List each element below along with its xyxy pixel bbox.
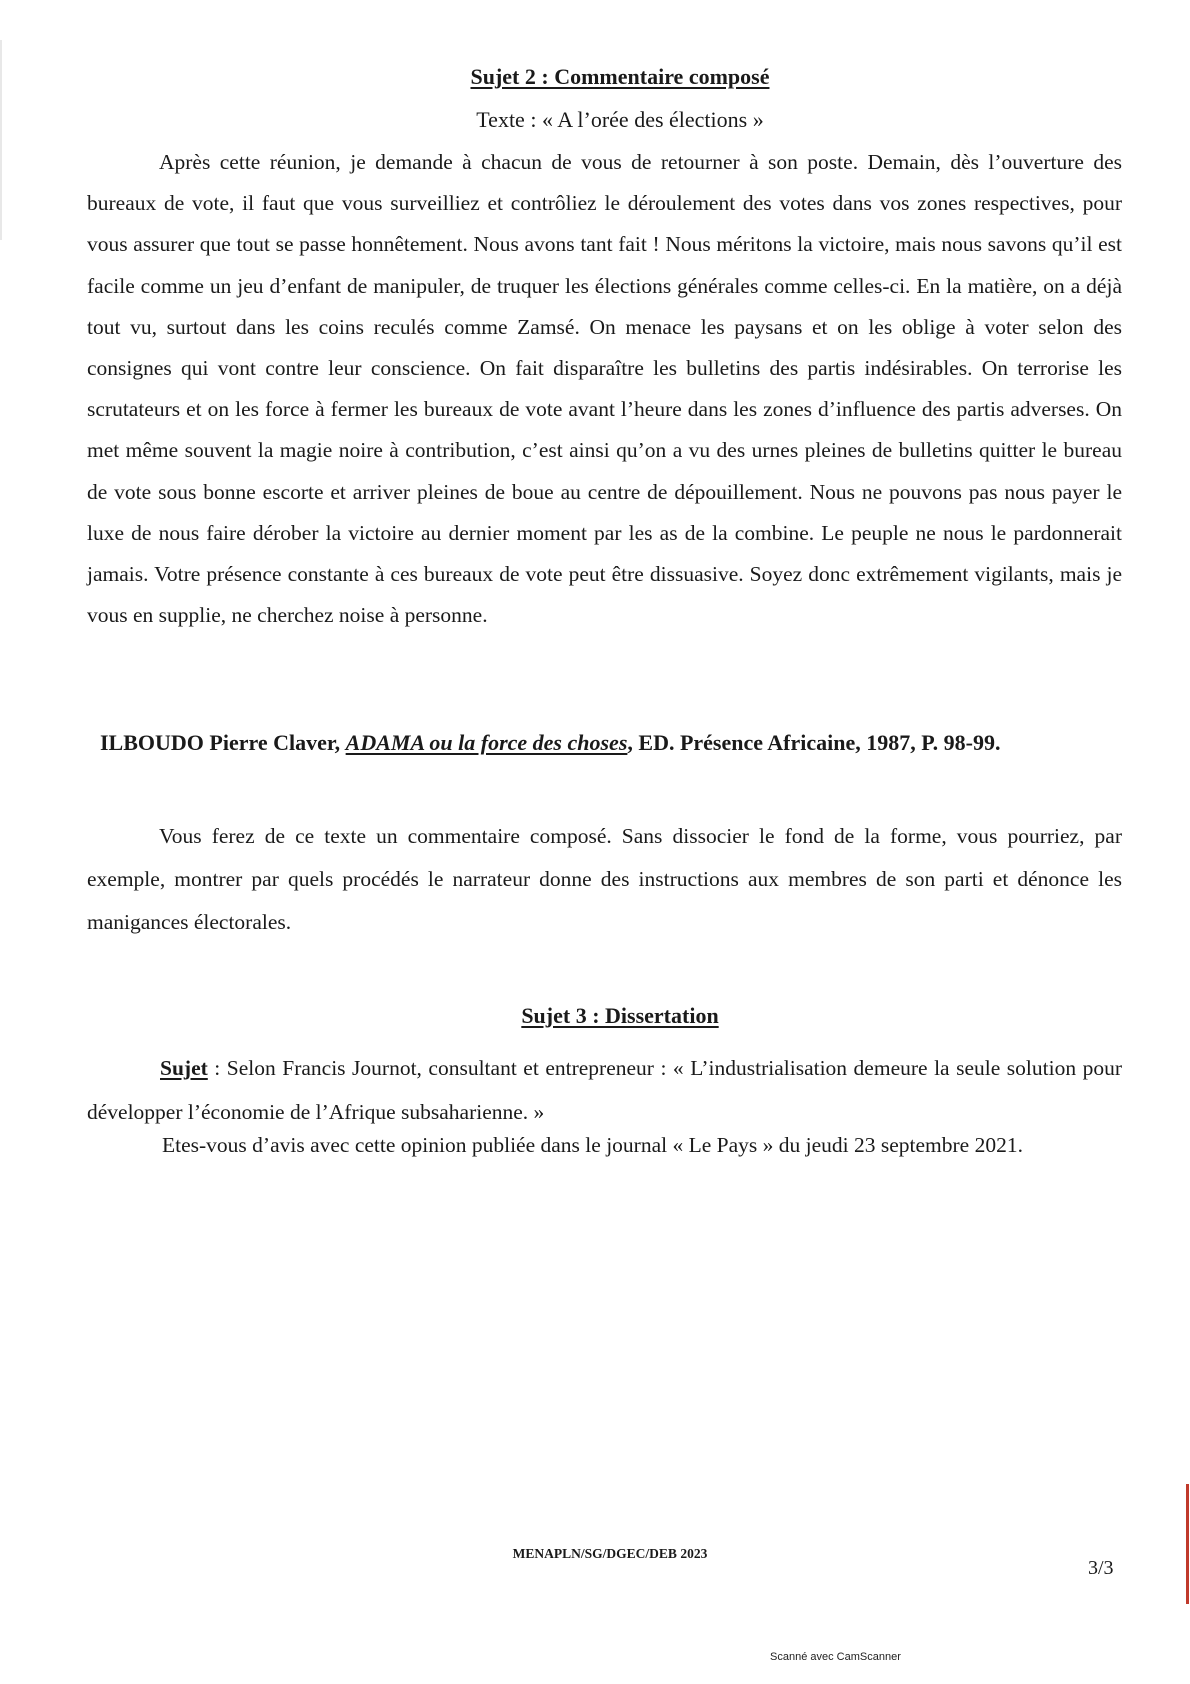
passage-paragraph: Après cette réunion, je demande à chacun de vous de retourner à son poste. Demain, dès l’ouverture des bureaux de vote, il faut que vous surveilliez et contrôliez le déroulement des votes dans vos zones respectives, pour vous assurer que tout se passe honnêtement. Nous avons tant fait ! Nous méritons la victoire, mais nous savons qu’il est facile comme un jeu d’enfant de manipuler, de truquer les élections générales comme celles-ci. En la matière, on a déjà tout vu, surtout dans les coins reculés comme Zamsé. On menace les paysans et on les oblige à voter selon des consignes qui vont contre leur conscience. On fait disparaître les bulletins des partis indésirables. On terrorise les scrutateurs et on les force à fermer les bureaux de vote avant l’heure dans les zones d’influence des partis adverses. On met même souvent la magie noire à contribution, c’est ainsi qu’on a vu des urnes pleines de bulletins quitter le bureau de vote sous bonne escorte et arriver pleines de boue au centre de dépouillement. Nous ne pouvons pas nous payer le luxe de nous faire dérober la victoire au dernier moment par les as de la combine. Le peuple ne nous le pardonnerait jamais. Votre présence constante à ces bureaux de vote peut être dissuasive. Soyez donc extrêmement vigilants, mais je vous en supplie, ne cherchez noise à personne.	[87, 150, 1122, 628]
sujet2-heading: Sujet 2 : Commentaire composé	[470, 64, 770, 89]
sujet3-heading: Sujet 3 : Dissertation	[521, 1003, 719, 1028]
citation-details: , ED. Présence Africaine, 1987, P. 98-99.	[627, 730, 1001, 755]
subject-label: Sujet	[160, 1056, 208, 1080]
scan-edge-shadow	[0, 40, 2, 240]
citation-author: ILBOUDO Pierre Claver,	[100, 730, 346, 755]
consigne-paragraph: Vous ferez de ce texte un commentaire composé. Sans dissocier le fond de la forme, vous pourriez, par exemple, montrer par quels procédés le narrateur donne des instructions aux membres de son parti et dénonce les manigances électorales.	[87, 824, 1122, 934]
page-number: 3/3	[1088, 1557, 1114, 1579]
dissertation-subject	[87, 1046, 1122, 1134]
text-title: Texte : « A l’orée des élections »	[476, 107, 764, 132]
scan-edge-mark	[1186, 1484, 1189, 1604]
citation-book-title: ADAMA ou la force des choses	[345, 730, 628, 755]
footer-reference-code: MENAPLN/SG/DGEC/DEB 2023	[512, 1546, 708, 1561]
subject-text: : Selon Francis Journot, consultant et entrepreneur : « L’industrialisation demeure la seule solution pour développer l’économie de l’Afrique subsaharienne. »	[87, 1056, 1122, 1124]
dissertation-question: Etes-vous d’avis avec cette opinion publiée dans le journal « Le Pays » du jeudi 23 septembre 2021.	[162, 1133, 1023, 1157]
citation	[100, 730, 1120, 756]
scanner-watermark: Scanné avec CamScanner	[770, 1651, 901, 1663]
